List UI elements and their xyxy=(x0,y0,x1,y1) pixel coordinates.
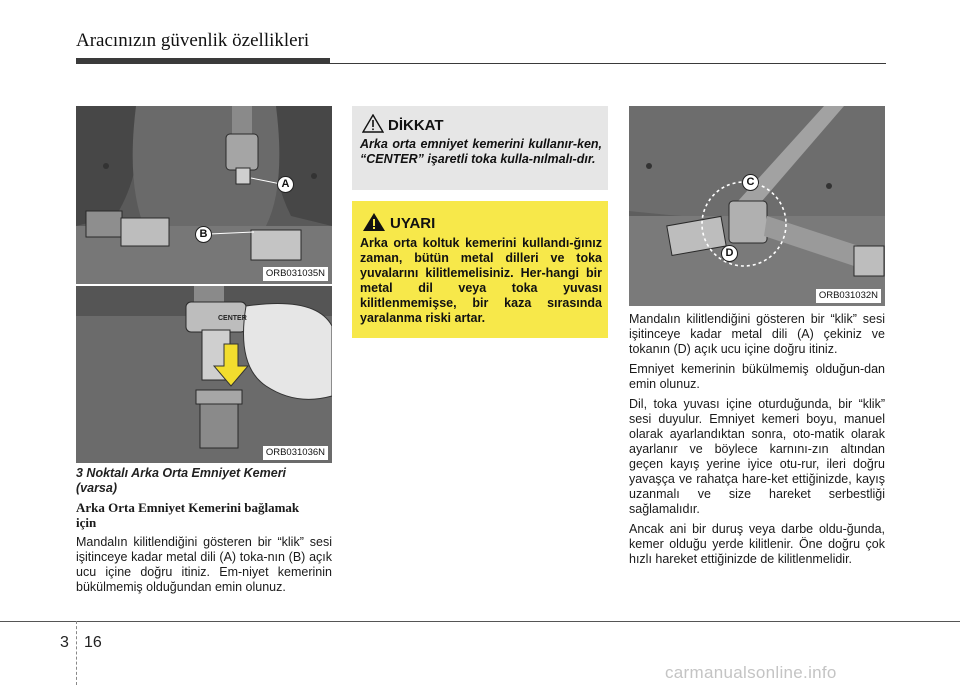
caution-text: Arka orta emniyet kemerini kullanır-ken, “CENTER” işaretli toka kulla-nılmalı-dır. xyxy=(360,137,602,166)
callout-a: A xyxy=(277,176,294,193)
header-rule-thin xyxy=(330,63,886,64)
warning-text: Arka orta koltuk kemerini kullandı-ğınız zaman, bütün metal dilleri ve toka yuvalarını kilitlemelisiniz. Her-hangi bir metal dil veya toka yuvası kilitlenmemişse, bir kaza sırasında yaralanma riski artar. xyxy=(360,236,602,325)
right-paragraph-3: Dil, toka yuvası içine oturduğunda, bir “klik” sesi duyulur. Emniyet kemeri boyu, manuel olarak ayarlandıktan sonra, oto-matik olarak ayarlanır ve böylece karnını-zın altından geçen kayış yerine iyice otu-rur, ileri doğru yavaşça ve rahatça hare-ket ettiğinizde, kayış uzanmalı ve size hareket serbestliği sağlamalıdır. xyxy=(629,397,885,516)
figure-code-label: ORB031036N xyxy=(263,446,328,460)
seat-illustration-2 xyxy=(76,286,332,463)
callout-c: C xyxy=(742,174,759,191)
caution-title: DİKKAT xyxy=(388,117,444,134)
figure-code-label: ORB031032N xyxy=(816,289,881,303)
seat-illustration-3 xyxy=(629,106,885,306)
warning-triangle-icon xyxy=(362,212,386,232)
section-subheading: Arka Orta Emniyet Kemerini bağlamak için xyxy=(76,500,300,530)
header-rule-thick xyxy=(76,58,330,64)
right-paragraph-2: Emniyet kemerinin bükülmemiş olduğun-dan emin olunuz. xyxy=(629,362,885,391)
page-header-title: Aracınızın güvenlik özellikleri xyxy=(76,30,310,51)
callout-d: D xyxy=(721,245,738,262)
seat-illustration-1 xyxy=(76,106,332,284)
callout-b: B xyxy=(195,226,212,243)
left-body-paragraph: Mandalın kilitlendiğini gösteren bir “klik” sesi işitinceye kadar metal dili (A) toka-nın (B) açık ucu içine doğru itiniz. Em-niyet kemerinin bükülmemiş olduğundan emin olunuz. xyxy=(76,535,332,594)
footer-divider xyxy=(76,621,77,685)
caution-triangle-icon xyxy=(362,114,384,133)
figure-caption: 3 Noktalı Arka Orta Emniyet Kemeri (varsa) xyxy=(76,466,287,495)
figure-seatbelt-tongue-buckle xyxy=(76,106,332,284)
buckle-center-text: CENTER xyxy=(218,315,247,322)
watermark-text: carmanualsonline.info xyxy=(665,663,837,682)
page-number: 16 xyxy=(84,634,102,651)
figure-code-label: ORB031035N xyxy=(263,267,328,281)
figure-center-belt-latch xyxy=(629,106,885,306)
right-body-text xyxy=(629,312,885,572)
right-paragraph-1: Mandalın kilitlendiğini gösteren bir “klik” sesi işitinceye kadar metal dili (A) çekiniz ve tokanın (D) açık ucu içine doğru itiniz. xyxy=(629,312,885,356)
footer-rule xyxy=(0,621,960,622)
chapter-number: 3 xyxy=(60,634,69,651)
warning-title: UYARI xyxy=(390,215,436,232)
figure-center-buckle xyxy=(76,286,332,463)
right-paragraph-4: Ancak ani bir duruş veya darbe oldu-ğunda, kemer olduğu yerde kilitlenir. Öne doğru çok hızlı hareket ettiğinizde de kilitlenmelidir. xyxy=(629,522,885,566)
